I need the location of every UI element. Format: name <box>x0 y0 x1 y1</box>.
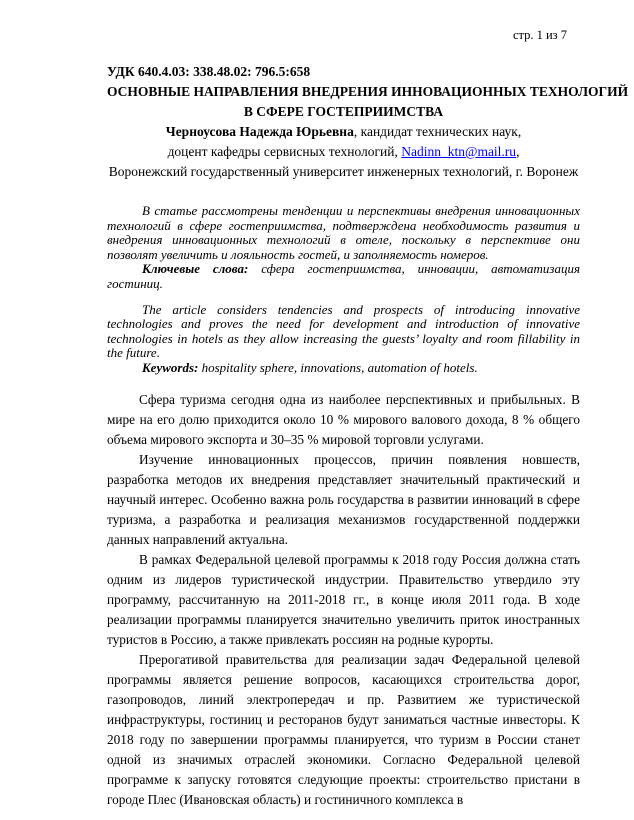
body-paragraph: Прерогативой правительства для реализации задач Федеральной целевой программы является решение вопросов, касающихся строительства дорог, газопроводов, линий электропередач и пр. Развитием же туристической инфраструктуры, гостиниц и ресторанов будут заниматься частные инвесторы. К 2018 году по завершении программы планируется, что туризм в России станет одной из значимых отраслей экономики. Согласно Федеральной целевой программе к запуску готовятся следующие проекты: строительство пристани в городе Плес (Ивановская область) и гостиничного комплекса в <box>107 651 580 807</box>
author-position-line <box>107 142 580 162</box>
article-title-line-1: ОСНОВНЫЕ НАПРАВЛЕНИЯ ВНЕДРЕНИЯ ИННОВАЦИОННЫХ ТЕХНОЛОГИЙ <box>107 84 629 99</box>
article-title-line-2: В СФЕРЕ ГОСТЕПРИИМСТВА <box>243 104 444 119</box>
author-email-link[interactable]: Nadinn_ktn@mail.ru <box>401 144 517 159</box>
abstract-russian-text: В статье рассмотрены тенденции и перспективы внедрения инновационных технологий в сфере гостеприимства, подтверждена необходимость развития и внедрения инновационных технологий в отеле, поскольку в перспективе они позволят увеличить и лояльность гостей, и заполняемость номеров. <box>107 203 580 262</box>
keywords-english-line <box>107 361 580 376</box>
body-paragraph: В рамках Федеральной целевой программы к 2018 году Россия должна стать одним из лидеров туристической индустрии. Правительство утвердило эту программу, рассчитанную на 2011-2018 гг., в конце июля 2011 года. В ходе реализации программы планируется значительно увеличить приток иностранных туристов в Россию, а также привлекать россиян на родные курорты. <box>107 551 580 647</box>
abstract-english <box>107 303 580 376</box>
page-number-label: стр. 1 из 7 <box>512 28 567 42</box>
author-position: доцент кафедры сервисных технологий, <box>167 144 402 159</box>
abstract-english-text: The article considers tendencies and prospects of introducing innovative technologies and proves the need for development and introduction of innovative technologies in hotels as they allow increasing the guests’ loyalty and room fillability in the future. <box>107 301 580 361</box>
keywords-russian-text: сфера гостеприимства, инновации, автоматизация гостиниц. <box>107 261 580 291</box>
abstract-russian <box>107 204 580 292</box>
keywords-russian-label: Ключевые слова: <box>142 261 249 277</box>
author-degree: , кандидат технических наук, <box>353 124 522 139</box>
author-line <box>107 122 580 142</box>
body-paragraph: Сфера туризма сегодня одна из наиболее перспективных и прибыльных. В мире на его долю приходится около 10 % мирового валового дохода, 8 % общего объема мирового экспорта и 30–35 % мировой торговли услугами. <box>107 391 580 447</box>
keywords-english-label: Keywords: <box>142 359 199 375</box>
author-affiliation: Воронежский государственный университет инженерных технологий, г. Воронеж <box>108 164 579 179</box>
author-name: Черноусова Надежда Юрьевна <box>165 124 354 139</box>
article-body <box>107 390 580 810</box>
udc-code: УДК 640.4.03: 338.48.02: 796.5:658 <box>107 64 311 79</box>
body-paragraph: Изучение инновационных процессов, причин появления новшеств, разработка методов их внедрения представляет значительный практический и научный интерес. Особенно важна роль государства в развитии инноваций в сфере туризма, а разработка и реализация механизмов государственной поддержки данных направлений актуальна. <box>107 451 580 547</box>
article-content <box>107 62 629 810</box>
keywords-english-text: hospitality sphere, innovations, automation of hotels. <box>198 359 478 375</box>
author-position-suffix: , <box>516 144 520 159</box>
keywords-russian-line <box>107 262 580 291</box>
